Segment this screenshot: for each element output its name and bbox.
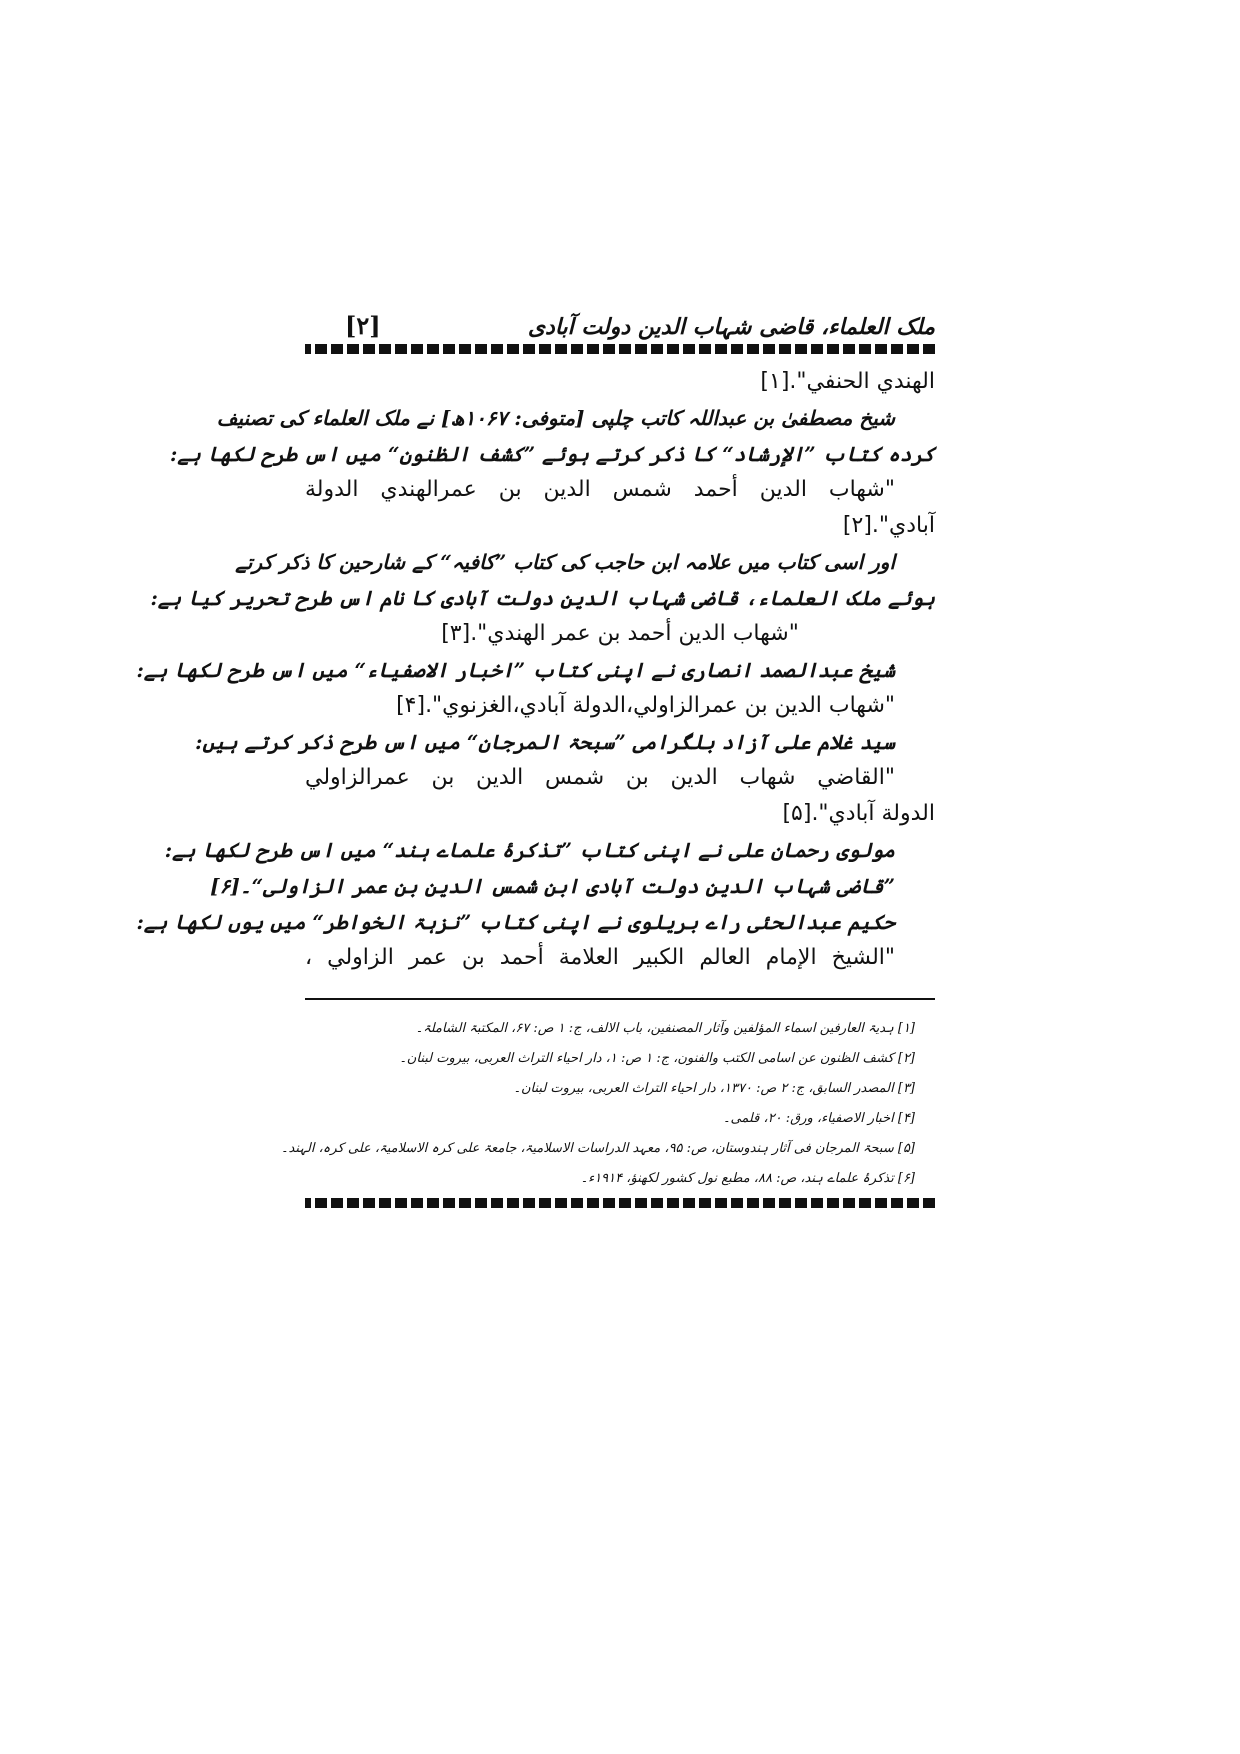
header-dashed-rule [305, 344, 935, 354]
arabic-quote-line: "القاضي شهاب الدين بن شمس الدين بن عمرالزاولي [305, 765, 895, 790]
page-number: [۲] [345, 311, 381, 340]
arabic-quote-line: الدولة آبادي".[۵] [782, 801, 935, 826]
main-text [136, 364, 935, 976]
footnotes [280, 1014, 935, 1194]
arabic-quote-line: آبادي".[۲] [842, 513, 935, 538]
arabic-quote-line: "شهاب الدين بن عمرالزاولي،الدولة آبادي،الغزنوي".[۴] [396, 693, 895, 718]
text-line: حکیم عبدالحئی راے بریلوی نے اپنی کتاب ”نزہۃ الخواطر“ میں یوں لکھا ہے: [136, 910, 895, 934]
text-line: الهندي الحنفي".[۱] [760, 369, 935, 394]
text-line: ”قاضی شہاب الدین دولت آبادی ابن شمس الدین بن عمر الزاولی“۔[۶] [210, 874, 895, 898]
footnote-separator [305, 998, 935, 1000]
page-header [305, 300, 935, 340]
footnote: [۵] سبحۃ المرجان فی آثار ہندوستان، ص: ۹۵، معہد الدراسات الاسلامیۃ، جامعۃ علی کرہ الاسلامیۃ، علی کرہ، الہند۔ [280, 1141, 915, 1156]
text-line: شیخ عبدالصمد انصاری نے اپنی کتاب ”اخبار الاصفیاء“ میں اس طرح لکھا ہے: [136, 658, 895, 682]
text-line: سید غلام علی آزاد بلگرامی ”سبحۃ المرجان“ میں اس طرح ذکر کرتے ہیں: [195, 730, 895, 754]
text-line: ہوئے ملک العلماء، قاضی شہاب الدین دولت آبادی کا نام اس طرح تحریر کیا ہے: [150, 586, 935, 610]
footer-dashed-rule [305, 1198, 935, 1208]
text-line: مولوی رحمان علی نے اپنی کتاب ”تذکرۂ علماے ہند“ میں اس طرح لکھا ہے: [164, 838, 895, 862]
text-line: اور اسی کتاب میں علامہ ابن حاجب کی کتاب ”کافیہ“ کے شارحین کا ذکر کرتے [235, 550, 895, 574]
arabic-quote-line: "شهاب الدين أحمد بن عمر الهندي".[۳] [441, 621, 799, 646]
book-page [136, 300, 935, 1208]
footnote: [۴] اخبار الاصفیاء، ورق: ۲۰، قلمی۔ [722, 1111, 915, 1126]
running-title: ملک العلماء، قاضی شہاب الدین دولت آبادی [527, 314, 935, 340]
text-line: کردہ کتاب ”الإرشاد“ کا ذکر کرتے ہوئے ”کشف الظنون“ میں اس طرح لکھا ہے: [169, 442, 935, 466]
arabic-quote-line: "الشيخ الإمام العالم الكبير العلامة أحمد بن عمر الزاولي ، [305, 945, 895, 970]
arabic-quote-line: "شهاب الدين أحمد شمس الدين بن عمرالهندي الدولة [305, 477, 895, 502]
footnote: [۱] ہدیۃ العارفین اسماء المؤلفین وآثار المصنفین، باب الالف، ج: ۱ ص: ۶۷، المکتبۃ الشاملۃ۔ [415, 1021, 915, 1036]
footnote: [۳] المصدر السابق، ج: ۲ ص: ۱۳۷۰، دار احیاء التراث العربی، بیروت لبنان۔ [513, 1081, 915, 1096]
footnote: [۶] تذکرۂ علماے ہند، ص: ۸۸، مطبع نول کشور لکھنؤ، ۱۹۱۴ء۔ [580, 1171, 915, 1186]
footnote: [۲] کشف الظنون عن اسامی الکتب والفنون، ج: ۱ ص: ۱، دار احیاء التراث العربی، بیروت لبنان۔ [399, 1051, 915, 1066]
text-line: شیخ مصطفیٰ بن عبداللہ کاتب چلپی [متوفی: ۱۰۶۷ھ] نے ملک العلماء کی تصنیف [216, 406, 895, 430]
